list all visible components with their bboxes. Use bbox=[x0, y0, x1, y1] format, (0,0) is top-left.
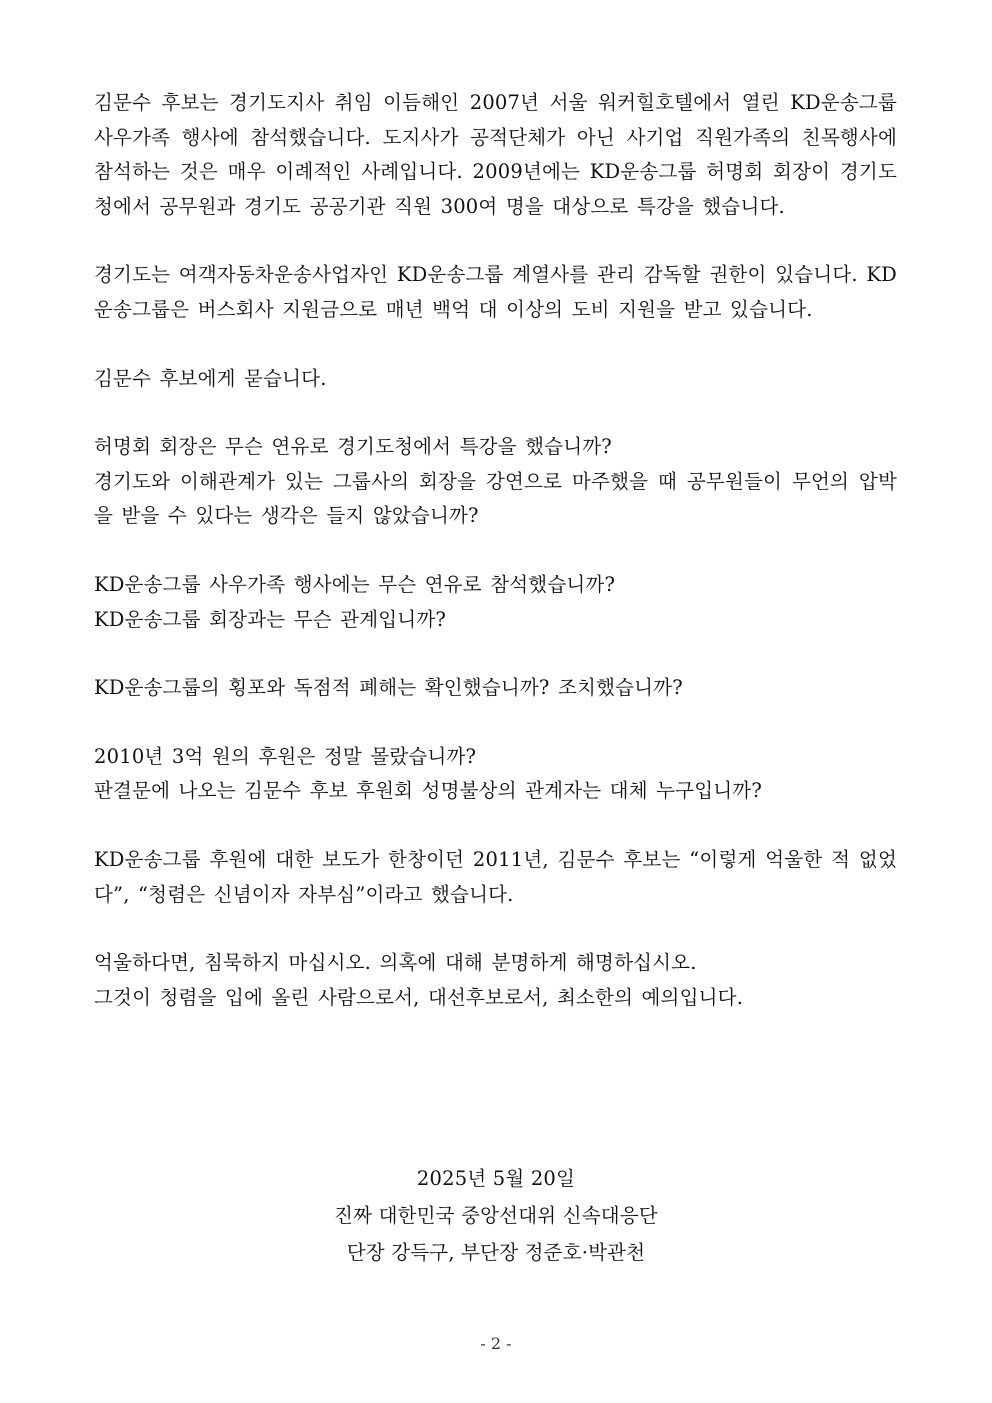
page-number: - 2 - bbox=[480, 1334, 512, 1353]
paragraph-lecture-questions bbox=[94, 430, 897, 534]
paragraph-abuse-question bbox=[94, 671, 897, 706]
question-line: 허명회 회장은 무슨 연유로 경기도청에서 특강을 했습니까? bbox=[94, 435, 612, 459]
signature-leaders: 단장 강득구, 부단장 정준호·박관천 bbox=[346, 1241, 646, 1264]
paragraph-question-intro: 김문수 후보에게 묻습니다. bbox=[94, 366, 327, 390]
question-line: 경기도와 이해관계가 있는 그룹사의 회장을 강연으로 마주했을 때 공무원들이 무언의 압박을 받을 수 있다는 생각은 들지 않았습니까? bbox=[94, 469, 897, 528]
paragraph-conclusion bbox=[94, 946, 897, 1015]
paragraph-event-questions bbox=[94, 568, 897, 637]
question-line: KD운송그룹 회장과는 무슨 관계입니까? bbox=[94, 607, 447, 631]
question-line: 2010년 3억 원의 후원은 정말 몰랐습니까? bbox=[94, 744, 477, 768]
question-line: KD운송그룹의 횡포와 독점적 폐해는 확인했습니까? 조치했습니까? bbox=[94, 676, 683, 700]
conclusion-line: 억울하다면, 침묵하지 마십시오. 의혹에 대해 분명하게 해명하십시오. bbox=[94, 951, 697, 975]
paragraph-event-attendance: 김문수 후보는 경기도지사 취임 이듬해인 2007년 서울 워커힐호텔에서 열린 KD운송그룹 사우가족 행사에 참석했습니다. 도지사가 공적단체가 아닌 사기업 직원가족의 친목행사에 참석하는 것은 매우 이례적인 사례입니다. 2009년에는 KD운송그룹 허명회 회장이 경기도청에서 공무원과 경기도 공공기관 직원 300여 명을 대상으로 특강을 했습니다. bbox=[94, 91, 897, 218]
signature-organization: 진짜 대한민국 중앙선대위 신속대응단 bbox=[334, 1204, 658, 1227]
document-body bbox=[94, 86, 897, 1049]
conclusion-line: 그것이 청렴을 입에 올린 사람으로서, 대선후보로서, 최소한의 예의입니다. bbox=[94, 985, 744, 1009]
paragraph-2011-statement: KD운송그룹 후원에 대한 보도가 한창이던 2011년, 김문수 후보는 “이렇게 억울한 적 없었다”, “청렴은 신념이자 자부심”이라고 했습니다. bbox=[94, 847, 897, 906]
paragraph-supervision-authority: 경기도는 여객자동차운송사업자인 KD운송그룹 계열사를 관리 감독할 권한이 있습니다. KD운송그룹은 버스회사 지원금으로 매년 백억 대 이상의 도비 지원을 받고 있습니다. bbox=[94, 263, 897, 321]
question-line: KD운송그룹 사우가족 행사에는 무슨 연유로 참석했습니까? bbox=[94, 572, 616, 596]
paragraph-donation-questions bbox=[94, 740, 897, 809]
question-line: 판결문에 나오는 김문수 후보 후원회 성명불상의 관계자는 대체 누구입니까? bbox=[94, 779, 762, 803]
signature-date: 2025년 5월 20일 bbox=[416, 1167, 576, 1190]
signature-block bbox=[0, 1160, 992, 1271]
